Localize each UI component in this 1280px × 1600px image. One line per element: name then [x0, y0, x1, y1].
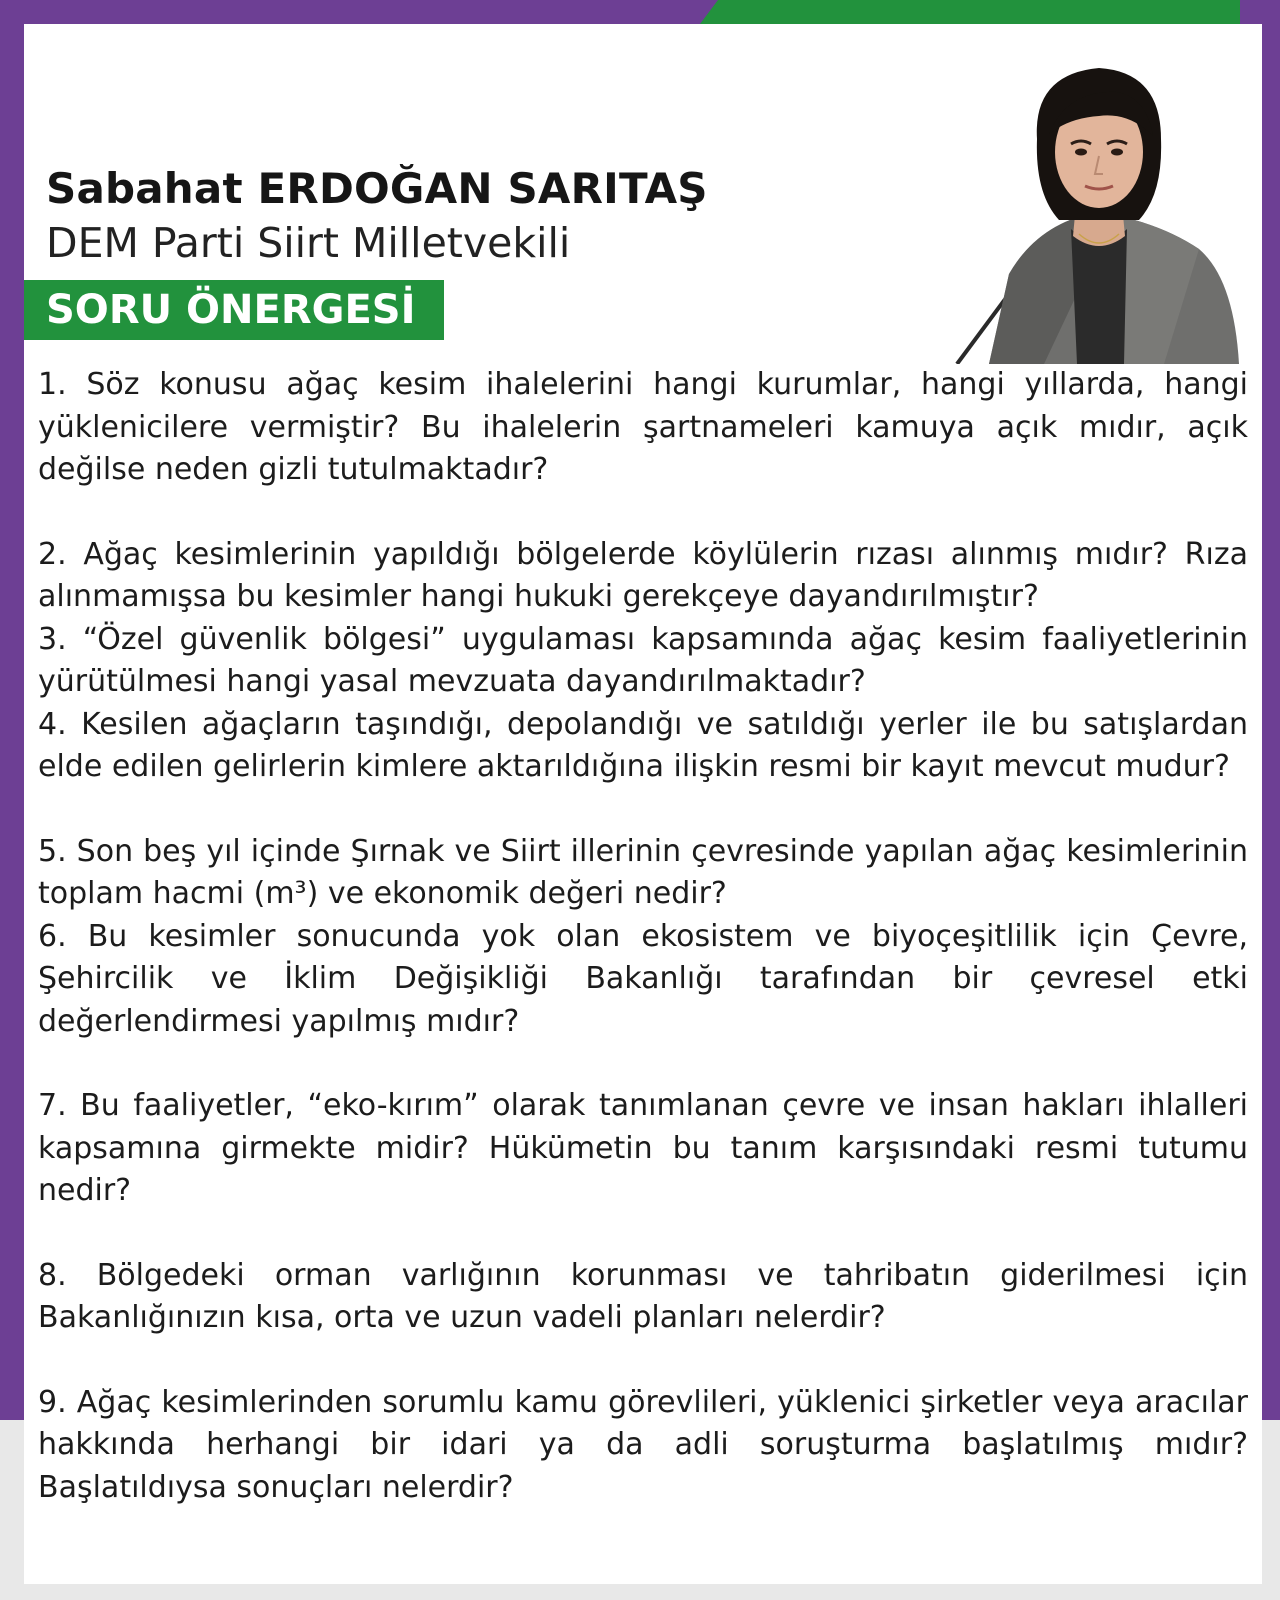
deputy-name: Sabahat ERDOĞAN SARITAŞ [46, 164, 708, 213]
deputy-role: DEM Parti Siirt Milletvekili [46, 219, 571, 267]
question-item: 7. Bu faaliyetler, “eko-kırım” olarak tanımlanan çevre ve insan hakları ihlalleri kapsamına girmekte midir? Hükümetin bu tanım karşısındaki resmi tutumu nedir? [38, 1088, 1248, 1208]
header-block [46, 164, 708, 267]
question-item: 9. Ağaç kesimlerinden sorumlu kamu görevlileri, yüklenici şirketler veya aracılar hakkında herhangi bir idari ya da adli soruşturma başlatılmış mıdır? Başlatıldıysa sonuçları nelerdir? [38, 1384, 1248, 1505]
motion-badge: SORU ÖNERGESİ [24, 280, 444, 340]
questions-list [38, 364, 1248, 1509]
question-item: 6. Bu kesimler sonucunda yok olan ekosistem ve biyoçeşitlilik için Çevre, Şehircilik ve İklim Değişikliği Bakanlığı tarafından bir çevresel etki değerlendirmesi yapılmış mıdır? [38, 918, 1248, 1039]
question-item: 1. Söz konusu ağaç kesim ihalelerini hangi kurumlar, hangi yıllarda, hangi yüklenicilere vermiştir? Bu ihalelerin şartnameleri kamuya açık mıdır, açık değilse neden gizli tutulmaktadır? [38, 367, 1248, 487]
question-item: 3. “Özel güvenlik bölgesi” uygulaması kapsamında ağaç kesim faaliyetlerinin yürütülmesi hangi yasal mevzuata dayandırılmaktadır? [38, 621, 1248, 699]
question-item: 2. Ağaç kesimlerinin yapıldığı bölgelerde köylülerin rızası alınmış mıdır? Rıza alınmamışsa bu kesimler hangi hukuki gerekçeye dayandırılmıştır? [38, 536, 1248, 614]
question-item: 8. Bölgedeki orman varlığının korunması ve tahribatın giderilmesi için Bakanlığınızın kısa, orta ve uzun vadeli planları nelerdir? [38, 1257, 1248, 1335]
deputy-portrait [949, 44, 1259, 364]
question-item: 4. Kesilen ağaçların taşındığı, depolandığı ve satıldığı yerler ile bu satışlardan elde edilen gelirlerin kimlere aktarıldığına ilişkin resmi bir kayıt mevcut mudur? [38, 706, 1248, 784]
question-item: 5. Son beş yıl içinde Şırnak ve Siirt illerinin çevresinde yapılan ağaç kesimlerinin toplam hacmi (m³) ve ekonomik değeri nedir? [38, 833, 1248, 911]
content-card [24, 24, 1262, 1584]
top-green-accent [700, 0, 1240, 24]
